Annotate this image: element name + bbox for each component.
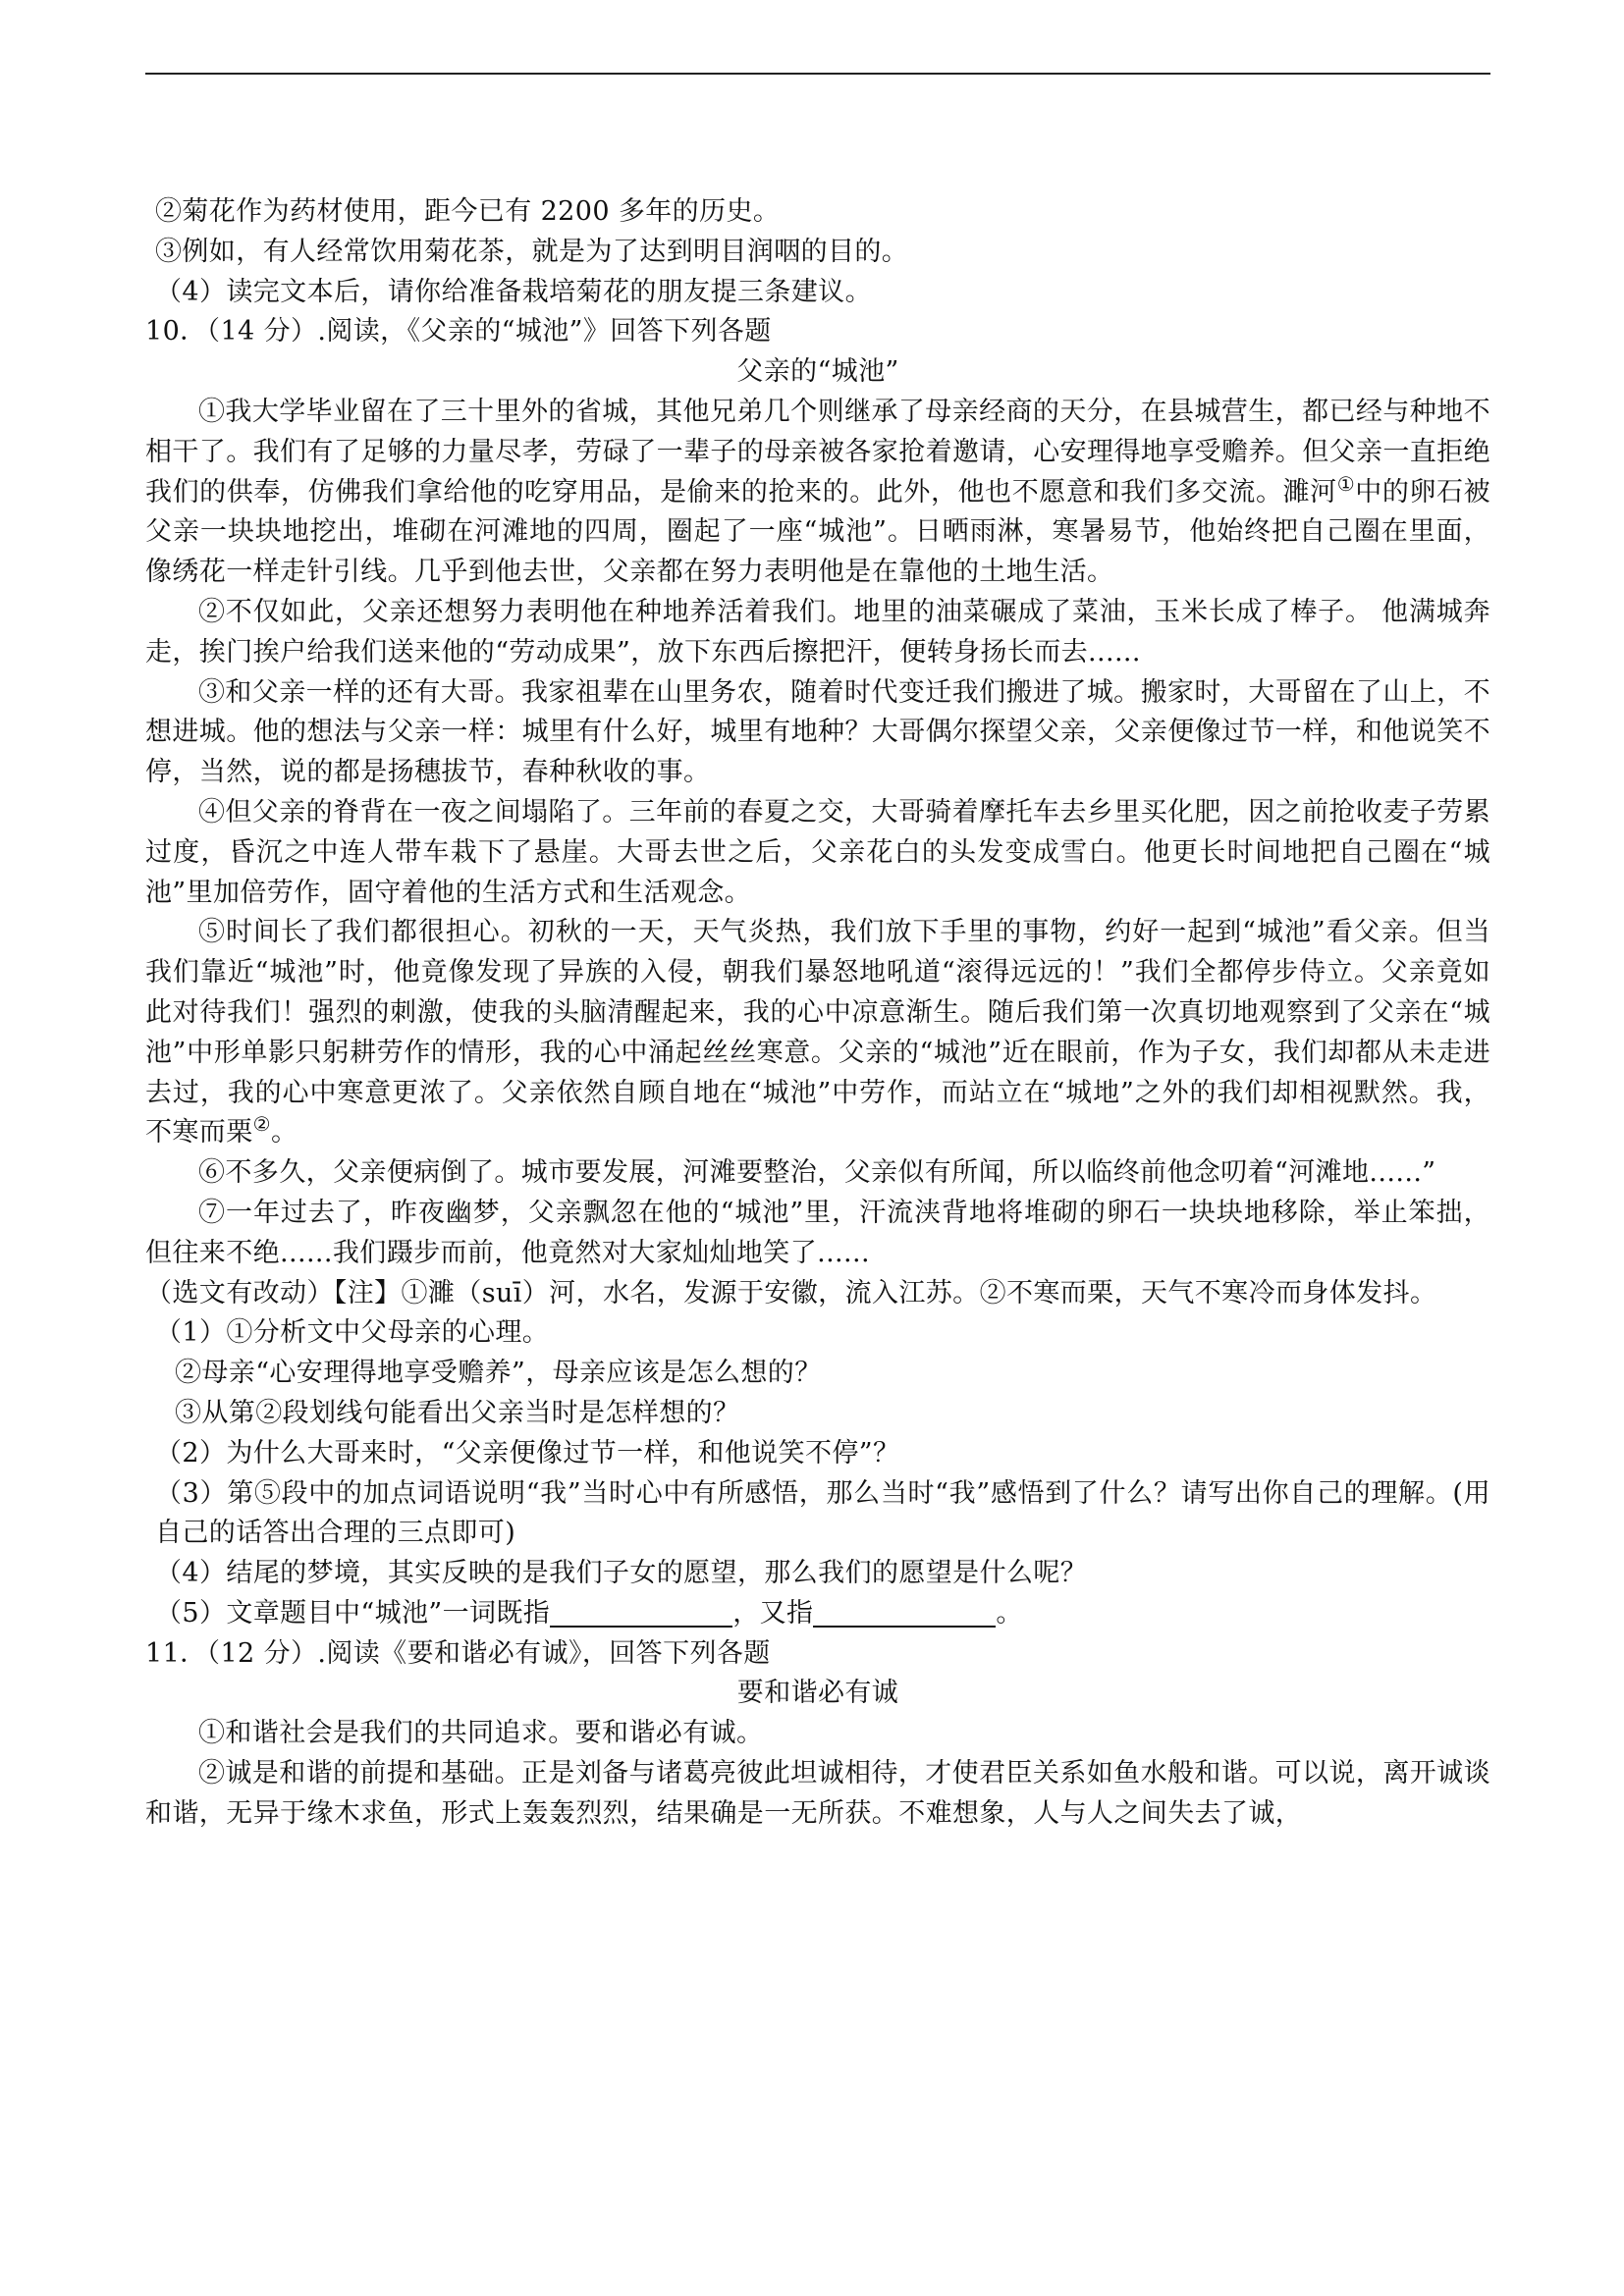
question-10-heading: 10．（14 分）.阅读，《父亲的“城池”》回答下列各题 (145, 316, 772, 347)
passage-2-paragraph-1: ①和谐社会是我们的共同追求。要和谐必有诚。 (198, 1718, 764, 1749)
question-10-4: （4）结尾的梦境，其实反映的是我们子女的愿望，那么我们的愿望是什么呢？ (155, 1558, 1088, 1589)
paragraph-1-text-a: ①我大学毕业留在了三十里外的省城，其他兄弟几个则继承了母亲经商的天分，在县城营生，都已经与种地不相干了。我们有了足够的力量尽孝，劳碌了一辈子的母亲被各家抢着邀请，心安理得地享受赡养。但父亲一直拒绝我们的供奉，仿佛我们拿给他的吃穿用品，是偷来的抢来的。此外，他也不愿意和我们多交流。濉河 (145, 396, 1490, 507)
passage-paragraph-4: ④但父亲的脊背在一夜之间塌陷了。三年前的春夏之交，大哥骑着摩托车去乡里买化肥，因之前抢收麦子劳累过度，昏沉之中连人带车栽下了悬崖。大哥去世之后，父亲花白的头发变成雪白。他更长时间地把自己圈在“城池”里加倍劳作，固守着他的生活方式和生活观念。 (145, 796, 1490, 908)
answer-blank-2[interactable] (813, 1598, 996, 1628)
question-10-5-suffix: 。 (996, 1597, 1023, 1629)
passage-paragraph-2: ②不仅如此，父亲还想努力表明他在种地养活着我们。地里的油菜碾成了菜油，玉米长成了棒子。 他满城奔走，挨门挨户给我们送来他的“劳动成果”，放下东西后擦把汗，便转身扬长而去...... (145, 596, 1490, 667)
answer-blank-1[interactable] (550, 1598, 732, 1628)
question-10-5-middle: ，又指 (732, 1597, 814, 1629)
question-10-1-3: ③从第②段划线句能看出父亲当时是怎样想的？ (175, 1397, 740, 1428)
footnote-marker-1: ① (1336, 471, 1356, 496)
footnote-marker-2: ② (252, 1112, 271, 1137)
document-body (145, 192, 1490, 1835)
question-9-4: （4）读完文本后，请你给准备栽培菊花的朋友提三条建议。 (155, 276, 872, 307)
passage-note: （选文有改动）【注】①濉（suī）河，水名，发源于安徽，流入江苏。②不寒而栗，天气不寒冷而身体发抖。 (145, 1277, 1437, 1308)
paragraph-5-text-a: ⑤时间长了我们都很担心。初秋的一天，天气炎热，我们放下手里的事物，约好一起到“城池”看父亲。但当我们靠近“城池”时，他竟像发现了异族的入侵，朝我们暴怒地吼道“滚得远远的！”我们全都停步侍立。父亲竟如此对待我们！强烈的刺激，使我的头脑清醒起来，我的心中凉意渐生。随后我们第一次真切地观察到了父亲在“城池”中形单影只躬耕劳作的情形，我的心中涌起丝丝寒意。父亲的“城池”近在眼前，作为子女，我们却都从未走进去过，我的心中寒意更浓了。父亲依然自顾自地在“城池”中劳作，而站立在“城地”之外的我们却相视默然。我，不寒而栗 (145, 917, 1490, 1148)
intro-item-2: ②菊花作为药材使用，距今已有 2200 多年的历史。 (155, 196, 781, 227)
passage-paragraph-1 (145, 393, 1490, 593)
question-11-heading: 11．（12 分）.阅读《要和谐必有诚》，回答下列各题 (145, 1637, 771, 1669)
passage-2-paragraph-2: ②诚是和谐的前提和基础。正是刘备与诸葛亮彼此坦诚相待，才使君臣关系如鱼水般和谐。可以说，离开诚谈和谐，无异于缘木求鱼，形式上轰轰烈烈，结果确是一无所获。不难想象，人与人之间失去了诚， (145, 1758, 1490, 1829)
paragraph-1-text-b: 中的卵石被父亲一块块地挖出，堆砌在河滩地的四周，圈起了一座“城池”。日晒雨淋，寒暑易节，他始终把自己圈在里面，像绣花一样走针引线。几乎到他去世，父亲都在努力表明他是在靠他的土地生活。 (145, 476, 1490, 588)
passage-paragraph-5 (145, 913, 1490, 1153)
question-10-3: （3）第⑤段中的加点词语说明“我”当时心中有所感悟，那么当时“我”感悟到了什么？请写出你自己的理解。(用自己的话答出合理的三点即可) (155, 1477, 1490, 1549)
question-10-5-prefix: （5）文章题目中“城池”一词既指 (155, 1597, 551, 1629)
question-10-1: （1）①分析文中父母亲的心理。 (155, 1317, 550, 1349)
passage-paragraph-3: ③和父亲一样的还有大哥。我家祖辈在山里务农，随着时代变迁我们搬进了城。搬家时，大哥留在了山上，不想进城。他的想法与父亲一样：城里有什么好，城里有地种？大哥偶尔探望父亲，父亲便像过节一样，和他说笑不停，当然，说的都是扬穗拔节，春种秋收的事。 (145, 676, 1490, 788)
paragraph-5-text-b: 。 (270, 1117, 298, 1148)
intro-item-3: ③例如，有人经常饮用菊花茶，就是为了达到明目润咽的目的。 (155, 236, 909, 267)
passage-paragraph-7: ⑦一年过去了，昨夜幽梦，父亲飘忽在他的“城池”里，汗流浃背地将堆砌的卵石一块块地移除，举止笨拙，但往来不绝......我们蹑步而前，他竟然对大家灿灿地笑了...... (145, 1197, 1490, 1268)
passage-2-title: 要和谐必有诚 (736, 1678, 899, 1709)
passage-paragraph-6: ⑥不多久，父亲便病倒了。城市要发展，河滩要整治，父亲似有所闻，所以临终前他念叨着“河滩地......” (198, 1157, 1436, 1189)
question-10-2: （2）为什么大哥来时，“父亲便像过节一样，和他说笑不停”？ (155, 1437, 900, 1468)
question-10-1-2: ②母亲“心安理得地享受赡养”，母亲应该是怎么想的？ (175, 1358, 822, 1389)
header-rule (145, 73, 1490, 75)
passage-title: 父亲的“城池” (736, 356, 899, 388)
question-10-5 (145, 1594, 1490, 1634)
